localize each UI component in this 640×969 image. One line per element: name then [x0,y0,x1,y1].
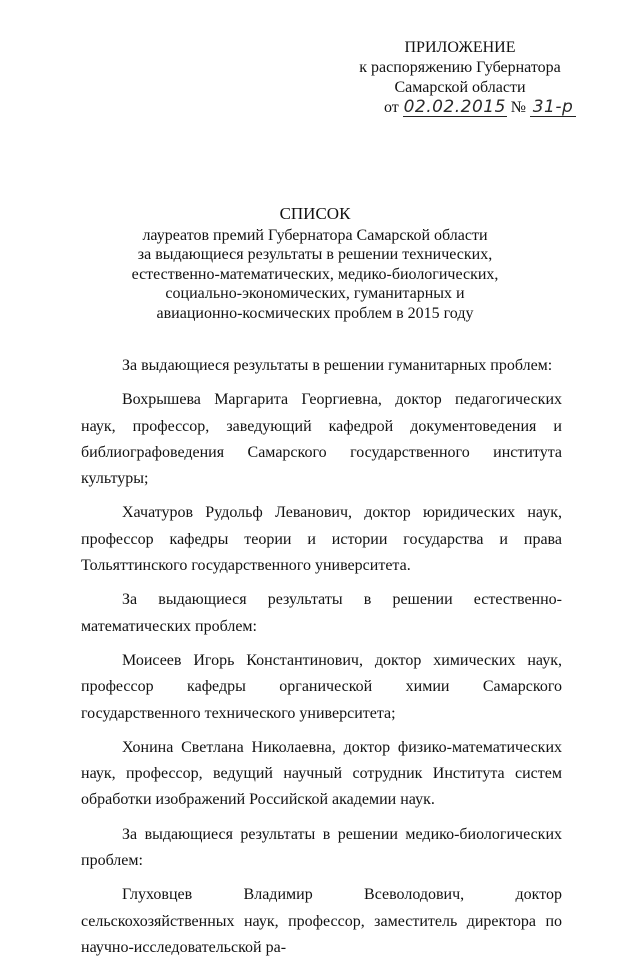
laureate-paragraph: Глуховцев Владимир Всеволодович, доктор сельскохозяйственных наук, профессор, заместитель директора по научно-исследовательской ра- [81,886,562,956]
list-title: СПИСОК [279,204,351,223]
appendix-line-2: Самарской области [394,79,526,96]
heading-line: лауреатов премий Губернатора Самарской области [142,226,488,244]
appendix-line-1: к распоряжению Губернатора [359,59,561,76]
appendix-date-number-line [340,98,580,118]
laureate-paragraph: Хачатуров Рудольф Леванович, доктор юридических наук, профессор кафедры теории и истории государства и права Тольяттинского государственного университета. [81,504,562,575]
list-heading [80,204,550,323]
heading-line: за выдающиеся результаты в решении технических, [137,246,493,263]
laureate-paragraph: Моисеев Игорь Константинович, доктор химических наук, профессор кафедры органической химии Самарского государственного технического университета; [81,651,562,722]
category-paragraph: За выдающиеся результаты в решении естественно-математических проблем: [81,591,562,635]
handwritten-number: 31-р [530,98,576,117]
from-label: от [383,99,399,116]
category-paragraph: За выдающиеся результаты в решении гуманитарных проблем: [122,357,553,374]
appendix-title: ПРИЛОЖЕНИЕ [404,39,516,56]
appendix-block [340,38,580,118]
heading-line: авиационно-космических проблем в 2015 году [156,304,474,322]
heading-line: социально-экономических, гуманитарных и [165,285,465,302]
laureate-paragraph: Хонина Светлана Николаевна, доктор физико-математических наук, профессор, ведущий научный сотрудник Института систем обработки изображений Российской академии наук. [81,738,562,809]
number-label: № [510,99,526,116]
category-paragraph: За выдающиеся результаты в решении медико-биологических проблем: [81,825,562,870]
heading-line: естественно-математических, медико-биологических, [131,265,499,283]
document-body [81,353,562,969]
handwritten-date: 02.02.2015 [403,97,506,117]
laureate-paragraph: Вохрышева Маргарита Георгиевна, доктор педагогических наук, профессор, заведующий кафедрой документоведения и библиографоведения Самарского государственного института культуры; [81,391,562,488]
